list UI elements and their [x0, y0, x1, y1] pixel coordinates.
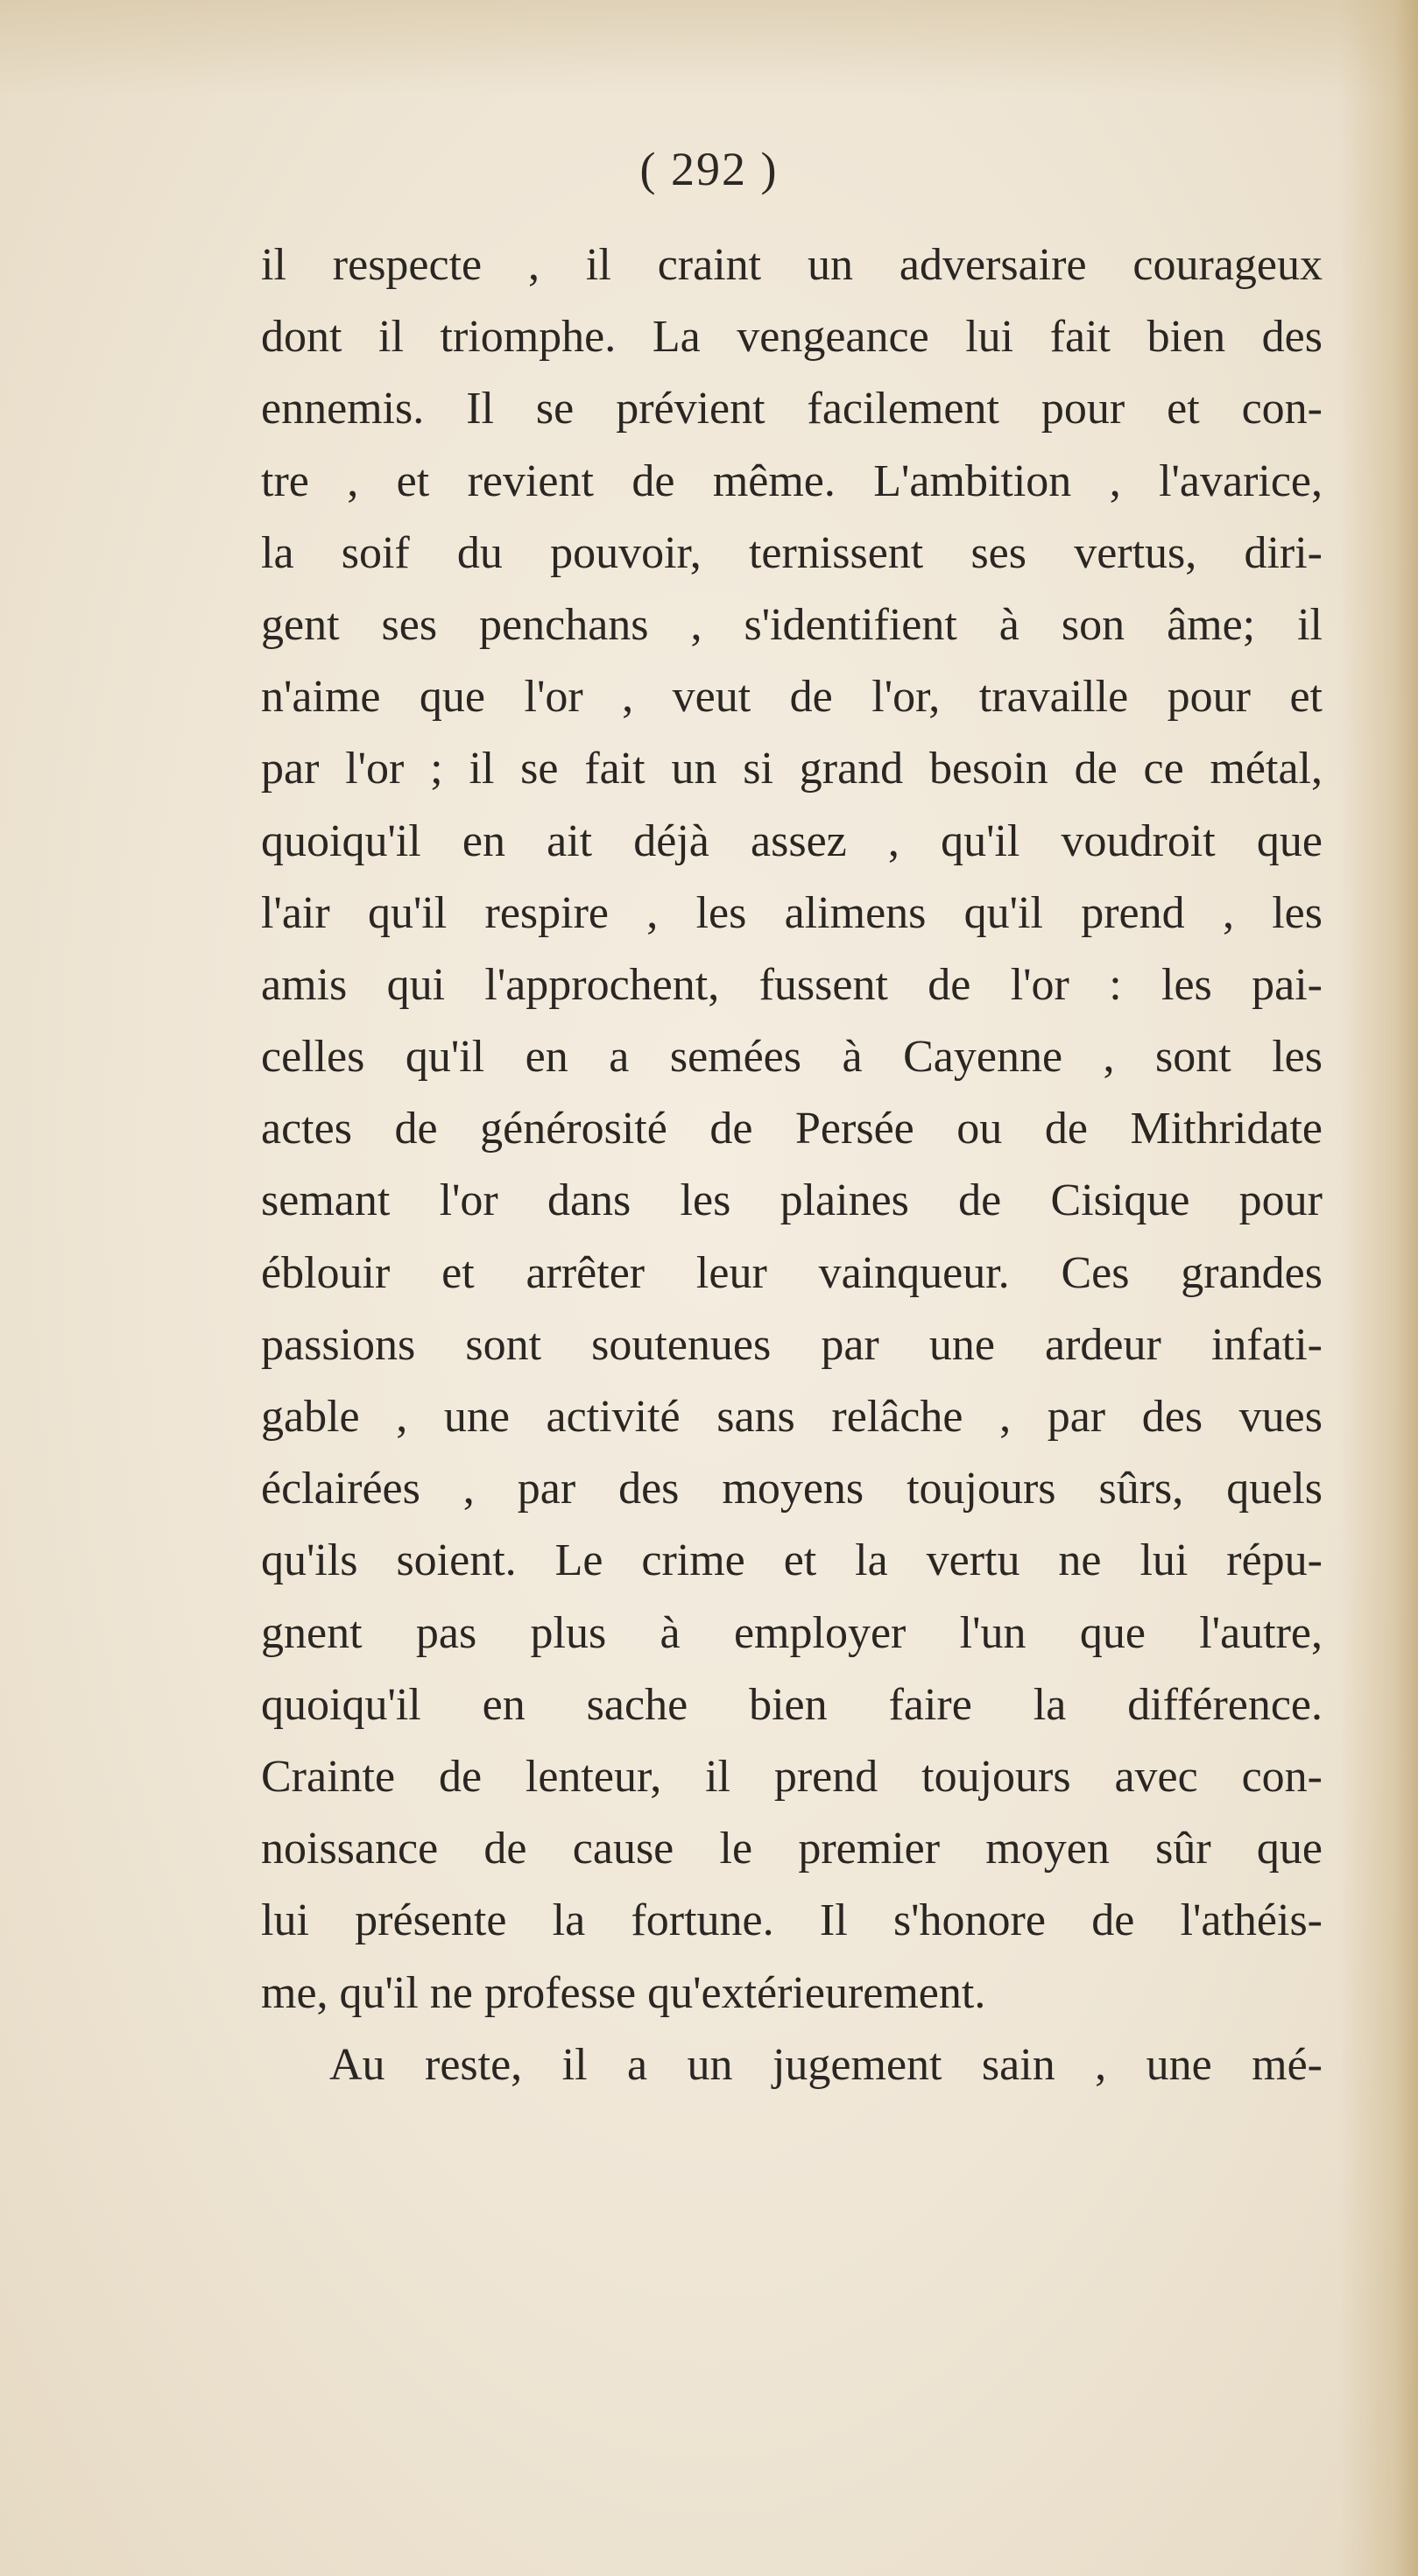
text-line: l'air qu'il respire , les alimens qu'il prend , les: [261, 887, 1323, 938]
page-edge-shading: [1339, 0, 1418, 2576]
text-line: tre , et revient de même. L'ambition , l'avarice,: [261, 455, 1323, 506]
text-line: n'aime que l'or , veut de l'or, travaille pour et: [261, 672, 1323, 723]
page-top-shading: [0, 0, 1418, 96]
text-line: noissance de cause le premier moyen sûr que: [261, 1824, 1323, 1874]
text-line: quoiqu'il en ait déjà assez , qu'il voudroit que: [261, 815, 1323, 866]
text-line: Au reste, il a un jugement sain , une mé-: [329, 2039, 1323, 2090]
text-line: dont il triomphe. La vengeance lui fait bien des: [261, 312, 1323, 363]
text-line: par l'or ; il se fait un si grand besoin de ce métal,: [261, 744, 1323, 794]
text-line: éblouir et arrêter leur vainqueur. Ces grandes: [261, 1247, 1323, 1298]
text-line: lui présente la fortune. Il s'honore de l'athéis-: [261, 1895, 1323, 1946]
text-line: semant l'or dans les plaines de Cisique pour: [261, 1175, 1323, 1226]
text-line: quoiqu'il en sache bien faire la différence.: [261, 1679, 1323, 1730]
text-line: me, qu'il ne professe qu'extérieurement.: [261, 1967, 986, 2018]
page-number: ( 292 ): [639, 143, 779, 195]
text-line: ennemis. Il se prévient facilement pour et con-: [261, 384, 1323, 434]
text-line: gable , une activité sans relâche , par des vues: [261, 1392, 1323, 1442]
text-line: éclairées , par des moyens toujours sûrs, quels: [261, 1464, 1323, 1514]
text-line: il respecte , il craint un adversaire courageux: [261, 240, 1323, 290]
text-line: Crainte de lenteur, il prend toujours avec con-: [261, 1751, 1323, 1802]
text-line: gnent pas plus à employer l'un que l'autre,: [261, 1607, 1323, 1658]
text-line: la soif du pouvoir, ternissent ses vertus, diri-: [261, 527, 1323, 578]
text-line: actes de générosité de Persée ou de Mithridate: [261, 1104, 1323, 1154]
text-line: passions sont soutenues par une ardeur infati-: [261, 1319, 1323, 1370]
text-line: celles qu'il en a semées à Cayenne , sont les: [261, 1032, 1323, 1083]
body-text: [261, 229, 1323, 2101]
text-line: gent ses penchans , s'identifient à son âme; il: [261, 599, 1323, 650]
text-line: amis qui l'approchent, fussent de l'or : les pai-: [261, 959, 1323, 1010]
text-line: qu'ils soient. Le crime et la vertu ne lui répu-: [261, 1535, 1323, 1586]
